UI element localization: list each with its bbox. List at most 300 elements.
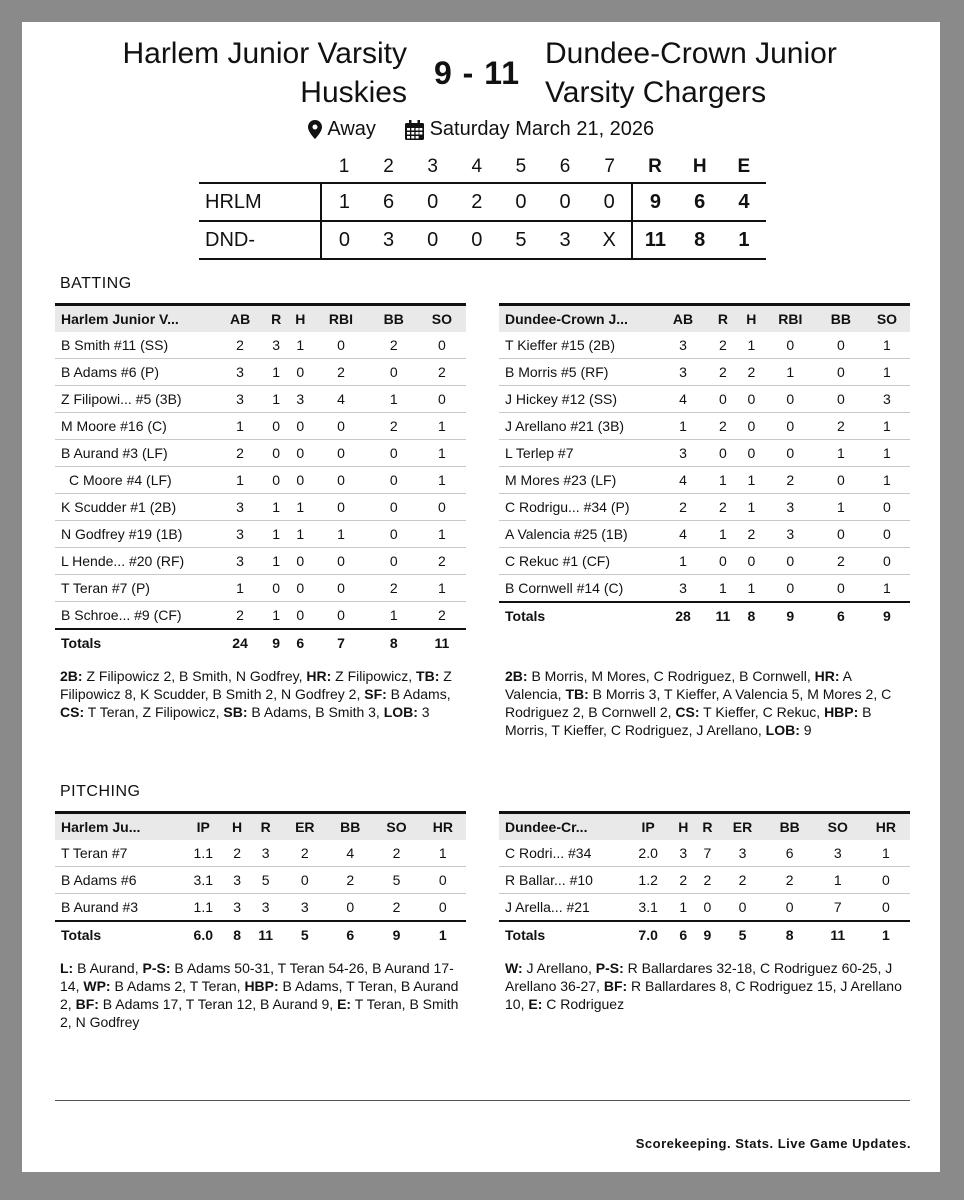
stat-value: 1 bbox=[216, 467, 264, 494]
player-name: T Teran #7 (P) bbox=[55, 575, 216, 602]
stat-value: 2 bbox=[818, 413, 864, 440]
stat-value: 0 bbox=[264, 575, 288, 602]
stat-value: 7 bbox=[814, 894, 862, 922]
note-value: B Adams 17, T Teran 12, B Aurand 9, bbox=[98, 996, 338, 1012]
stat-value: 0 bbox=[370, 467, 418, 494]
note-value: T Kieffer, C Rekuc, bbox=[699, 704, 825, 720]
stat-value: 3 bbox=[216, 386, 264, 413]
totals-label: Totals bbox=[55, 629, 216, 656]
player-name: L Terlep #7 bbox=[499, 440, 660, 467]
totals-value: 8 bbox=[766, 921, 814, 948]
stat-value: 3 bbox=[660, 440, 706, 467]
stat-value: 1 bbox=[660, 413, 706, 440]
home-batting-table bbox=[55, 303, 466, 656]
runs-total: 9 bbox=[632, 183, 677, 221]
stat-value: 0 bbox=[420, 867, 466, 894]
player-name: B Schroe... #9 (CF) bbox=[55, 602, 216, 630]
player-name: B Smith #11 (SS) bbox=[55, 332, 216, 359]
stat-value: 3 bbox=[249, 894, 283, 922]
stat-value: 3 bbox=[216, 521, 264, 548]
player-row bbox=[499, 575, 910, 603]
stat-value: 3 bbox=[814, 840, 862, 867]
hits-total: 8 bbox=[694, 228, 706, 251]
stat-value: 1 bbox=[418, 413, 466, 440]
stat-value: 2 bbox=[226, 840, 249, 867]
inning-score: 0 bbox=[321, 221, 366, 259]
inning-header: 7 bbox=[604, 156, 615, 177]
player-name: M Moore #16 (C) bbox=[55, 413, 216, 440]
stat-value: 0 bbox=[312, 494, 369, 521]
totals-value: 24 bbox=[216, 629, 264, 656]
stat-value: 3 bbox=[660, 359, 706, 386]
stat-value: 0 bbox=[288, 548, 312, 575]
stat-value: 0 bbox=[763, 548, 818, 575]
table-header-row bbox=[499, 305, 910, 333]
stat-column-header: H bbox=[232, 819, 243, 835]
totals-value: 6 bbox=[671, 921, 695, 948]
stat-value: 1 bbox=[864, 413, 910, 440]
totals-value: 8 bbox=[370, 629, 418, 656]
stat-value: 0 bbox=[312, 575, 369, 602]
totals-value: 8 bbox=[226, 921, 249, 948]
inning-header: 5 bbox=[515, 156, 527, 177]
stat-value: 0 bbox=[763, 386, 818, 413]
table-header-row bbox=[55, 813, 466, 841]
totals-value: 9 bbox=[373, 921, 419, 948]
stat-value: 1 bbox=[740, 467, 763, 494]
stat-value: 2 bbox=[706, 359, 740, 386]
pitching-section-title: PITCHING bbox=[60, 783, 141, 800]
player-row bbox=[55, 521, 466, 548]
stat-value: 0 bbox=[818, 575, 864, 603]
stat-value: 1 bbox=[706, 467, 740, 494]
stat-value: 1 bbox=[740, 575, 763, 603]
stat-value: 0 bbox=[288, 602, 312, 630]
player-row bbox=[499, 894, 910, 922]
inning-header: 3 bbox=[427, 156, 438, 177]
player-row bbox=[499, 332, 910, 359]
away-batting-notes bbox=[505, 667, 910, 739]
stat-value: 0 bbox=[288, 359, 312, 386]
stat-value: 0 bbox=[740, 548, 763, 575]
stat-value: 2 bbox=[706, 494, 740, 521]
note-value: 3 bbox=[417, 704, 430, 720]
stat-value: 3 bbox=[763, 521, 818, 548]
totals-value: 6.0 bbox=[181, 921, 226, 948]
stat-value: 2 bbox=[216, 602, 264, 630]
stat-value: 3 bbox=[671, 840, 695, 867]
player-row bbox=[55, 332, 466, 359]
stat-value: 3.1 bbox=[625, 894, 671, 922]
inning-score: 3 bbox=[559, 228, 571, 251]
stat-value: 0 bbox=[288, 413, 312, 440]
totals-value: 6 bbox=[818, 602, 864, 629]
player-row bbox=[499, 467, 910, 494]
stat-value: 1 bbox=[216, 575, 264, 602]
stat-value: 0 bbox=[862, 867, 910, 894]
player-name: J Arellano #21 (3B) bbox=[499, 413, 660, 440]
player-name: L Hende... #20 (RF) bbox=[55, 548, 216, 575]
note-value: B Adams 2, T Teran, bbox=[110, 978, 245, 994]
totals-value: 9 bbox=[264, 629, 288, 656]
location-text: Away bbox=[327, 118, 376, 141]
stat-value: 1 bbox=[740, 494, 763, 521]
player-row bbox=[55, 386, 466, 413]
stat-value: 3 bbox=[249, 840, 283, 867]
player-row bbox=[499, 386, 910, 413]
totals-value: 7.0 bbox=[625, 921, 671, 948]
player-name: B Adams #6 bbox=[55, 867, 181, 894]
team-column-header: Dundee-Cr... bbox=[505, 819, 588, 835]
note-value: T Teran, B Smith 2, N Godfrey bbox=[60, 996, 463, 1030]
stat-value: 0 bbox=[312, 467, 369, 494]
stat-column-header: ER bbox=[732, 819, 753, 835]
inning-score: 1 bbox=[321, 183, 366, 221]
stat-value: 0 bbox=[818, 521, 864, 548]
note-label: HR: bbox=[306, 668, 332, 684]
player-row bbox=[499, 521, 910, 548]
inning-score: 5 bbox=[515, 228, 527, 251]
stat-value: 0 bbox=[864, 521, 910, 548]
note-label: HBP: bbox=[824, 704, 859, 720]
totals-value: 1 bbox=[862, 921, 910, 948]
stat-column-header: RBI bbox=[778, 311, 803, 327]
stat-column-header: AB bbox=[672, 311, 694, 327]
totals-row bbox=[499, 921, 910, 948]
stat-value: 0 bbox=[763, 413, 818, 440]
footer-divider bbox=[55, 1100, 910, 1101]
stat-value: 1 bbox=[418, 521, 466, 548]
totals-value: 9 bbox=[695, 921, 719, 948]
stat-value: 0 bbox=[418, 332, 466, 359]
game-meta bbox=[22, 118, 940, 141]
stat-value: 0 bbox=[706, 440, 740, 467]
note-value: R Ballardares 8, C Rodriguez 15, J Arellano 10, bbox=[505, 978, 906, 1012]
player-name: K Scudder #1 (2B) bbox=[55, 494, 216, 521]
stat-value: 2 bbox=[283, 840, 328, 867]
inning-header: 6 bbox=[559, 156, 571, 177]
totals-row bbox=[55, 921, 466, 948]
stat-value: 1.2 bbox=[625, 867, 671, 894]
player-row bbox=[55, 867, 466, 894]
stat-value: 1 bbox=[264, 386, 288, 413]
stat-value: 2 bbox=[418, 548, 466, 575]
stat-value: 1 bbox=[288, 521, 312, 548]
away-team-name: Dundee-Crown Junior Varsity Chargers bbox=[545, 37, 837, 109]
stat-value: 0 bbox=[740, 413, 763, 440]
stat-value: 1 bbox=[264, 602, 288, 630]
stat-column-header: R bbox=[271, 311, 282, 327]
stat-value: 1 bbox=[706, 575, 740, 603]
away-pitching-notes bbox=[505, 959, 910, 1013]
stat-value: 3.1 bbox=[181, 867, 226, 894]
stat-value: 2 bbox=[216, 332, 264, 359]
stat-value: 3 bbox=[763, 494, 818, 521]
stat-value: 4 bbox=[327, 840, 373, 867]
stat-value: 4 bbox=[312, 386, 369, 413]
stat-value: 2 bbox=[370, 332, 418, 359]
linescore-team: HRLM bbox=[205, 190, 262, 213]
inning-score: 2 bbox=[471, 190, 483, 213]
stat-value: 1.1 bbox=[181, 894, 226, 922]
player-name: M Mores #23 (LF) bbox=[499, 467, 660, 494]
note-label: TB: bbox=[416, 668, 440, 684]
stat-value: 1 bbox=[264, 521, 288, 548]
stat-value: 0 bbox=[818, 332, 864, 359]
note-value: B Morris 3, T Kieffer, A Valencia 5, M Mores 2, C Rodriguez 2, B Cornwell 2, bbox=[505, 686, 896, 720]
stat-value: 2 bbox=[312, 359, 369, 386]
inning-score: 0 bbox=[559, 190, 571, 213]
player-name: C Moore #4 (LF) bbox=[55, 467, 216, 494]
stat-value: 2 bbox=[216, 440, 264, 467]
stat-value: 2 bbox=[671, 867, 695, 894]
final-score: 9 - 11 bbox=[433, 55, 521, 91]
player-row bbox=[55, 494, 466, 521]
runs-total: 11 bbox=[632, 221, 677, 259]
note-label: HR: bbox=[814, 668, 840, 684]
stat-value: 2 bbox=[706, 413, 740, 440]
stat-value: 0 bbox=[370, 494, 418, 521]
stat-value: 3 bbox=[226, 867, 249, 894]
stat-value: 0 bbox=[370, 440, 418, 467]
stat-value: 0 bbox=[312, 602, 369, 630]
stat-column-header: HR bbox=[875, 819, 897, 835]
player-name: J Hickey #12 (SS) bbox=[499, 386, 660, 413]
stat-value: 4 bbox=[660, 386, 706, 413]
note-label: BF: bbox=[75, 996, 99, 1012]
stat-column-header: R bbox=[717, 311, 728, 327]
player-row bbox=[55, 440, 466, 467]
player-row bbox=[499, 494, 910, 521]
stat-value: 1 bbox=[818, 440, 864, 467]
stat-value: 0 bbox=[264, 467, 288, 494]
stat-value: 0 bbox=[312, 548, 369, 575]
totals-value: 6 bbox=[288, 629, 312, 656]
player-name: T Teran #7 bbox=[55, 840, 181, 867]
stat-value: 4 bbox=[660, 521, 706, 548]
errors-total: 4 bbox=[738, 190, 750, 213]
note-label: E: bbox=[337, 996, 352, 1012]
totals-value: 11 bbox=[814, 921, 862, 948]
stat-value: 3 bbox=[216, 359, 264, 386]
stat-value: 1 bbox=[814, 867, 862, 894]
box-score-sheet bbox=[22, 22, 940, 1172]
note-label: 2B: bbox=[60, 668, 83, 684]
totals-label: Totals bbox=[499, 602, 660, 629]
stat-value: 0 bbox=[288, 440, 312, 467]
note-value: B Morris, M Mores, C Rodriguez, B Cornwell, bbox=[527, 668, 815, 684]
stat-value: 0 bbox=[264, 440, 288, 467]
errors-header: E bbox=[737, 156, 751, 177]
player-name: C Rekuc #1 (CF) bbox=[499, 548, 660, 575]
inning-score: 0 bbox=[471, 228, 483, 251]
away-batting-table bbox=[499, 303, 910, 629]
stat-value: 1 bbox=[862, 840, 910, 867]
note-value: C Rodriguez bbox=[542, 996, 625, 1012]
note-value: B Adams, B Smith 3, bbox=[247, 704, 384, 720]
note-label: 2B: bbox=[505, 668, 528, 684]
stat-value: 2 bbox=[370, 575, 418, 602]
totals-row bbox=[499, 602, 910, 629]
totals-value: 8 bbox=[740, 602, 763, 629]
player-row bbox=[55, 413, 466, 440]
stat-value: 2 bbox=[740, 521, 763, 548]
player-name: B Cornwell #14 (C) bbox=[499, 575, 660, 603]
inning-score: 3 bbox=[383, 228, 395, 251]
stat-value: 1 bbox=[264, 359, 288, 386]
stat-value: 3 bbox=[264, 332, 288, 359]
location-pin-icon bbox=[308, 120, 322, 139]
stat-value: 3 bbox=[864, 386, 910, 413]
home-team-name: Harlem Junior Varsity Huskies bbox=[122, 37, 407, 109]
note-value: Z Filipowicz 2, B Smith, N Godfrey, bbox=[82, 668, 307, 684]
player-name: J Arella... #21 bbox=[499, 894, 625, 922]
stat-value: 1 bbox=[864, 467, 910, 494]
stat-value: 0 bbox=[312, 332, 369, 359]
player-row bbox=[499, 413, 910, 440]
player-row bbox=[499, 359, 910, 386]
stat-column-header: ER bbox=[295, 819, 315, 835]
stat-value: 1 bbox=[818, 494, 864, 521]
stat-value: 3 bbox=[719, 840, 765, 867]
stat-value: 0 bbox=[763, 332, 818, 359]
player-row bbox=[55, 575, 466, 602]
inning-header: 2 bbox=[383, 156, 394, 177]
stat-value: 3 bbox=[283, 894, 328, 922]
player-row bbox=[499, 440, 910, 467]
player-name: B Aurand #3 bbox=[55, 894, 181, 922]
note-value: J Arellano, bbox=[522, 960, 596, 976]
stat-value: 0 bbox=[420, 894, 466, 922]
note-value: Z Filipowicz, bbox=[331, 668, 417, 684]
player-name: B Morris #5 (RF) bbox=[499, 359, 660, 386]
team-column-header: Harlem Junior V... bbox=[61, 311, 179, 327]
stat-value: 0 bbox=[418, 386, 466, 413]
stat-value: 0 bbox=[740, 440, 763, 467]
stat-value: 2 bbox=[818, 548, 864, 575]
team-column-header: Harlem Ju... bbox=[61, 819, 141, 835]
stat-value: 0 bbox=[418, 494, 466, 521]
note-label: WP: bbox=[83, 978, 111, 994]
note-value: Z Filipowicz 8, K Scudder, B Smith 2, N Godfrey 2, bbox=[60, 668, 456, 702]
inning-score: X bbox=[602, 228, 616, 251]
game-date: Saturday March 21, 2026 bbox=[429, 118, 655, 141]
stat-value: 0 bbox=[818, 386, 864, 413]
footer-tagline: Scorekeeping. Stats. Live Game Updates. bbox=[635, 1136, 911, 1151]
inning-score: 0 bbox=[427, 190, 439, 213]
stat-value: 2 bbox=[370, 413, 418, 440]
stat-value: 1 bbox=[418, 440, 466, 467]
player-row bbox=[55, 467, 466, 494]
player-name: T Kieffer #15 (2B) bbox=[499, 332, 660, 359]
note-label: HBP: bbox=[244, 978, 279, 994]
note-label: BF: bbox=[603, 978, 628, 994]
stat-value: 0 bbox=[288, 467, 312, 494]
totals-value: 11 bbox=[706, 602, 740, 629]
inning-score: 0 bbox=[515, 190, 527, 213]
home-pitching-table bbox=[55, 811, 466, 948]
note-label: CS: bbox=[675, 704, 700, 720]
player-name: B Aurand #3 (LF) bbox=[55, 440, 216, 467]
stat-value: 2 bbox=[719, 867, 765, 894]
note-label: CS: bbox=[60, 704, 85, 720]
stat-value: 1 bbox=[264, 494, 288, 521]
note-value: A Valencia, bbox=[505, 668, 856, 702]
player-name: N Godfrey #19 (1B) bbox=[55, 521, 216, 548]
stat-value: 0 bbox=[706, 386, 740, 413]
stat-value: 1 bbox=[864, 575, 910, 603]
note-label: P-S: bbox=[142, 960, 171, 976]
stat-column-header: H bbox=[746, 311, 757, 327]
player-row bbox=[55, 894, 466, 922]
stat-value: 5 bbox=[249, 867, 283, 894]
stat-value: 3 bbox=[660, 575, 706, 603]
inning-score: 0 bbox=[427, 228, 439, 251]
stat-value: 1 bbox=[312, 521, 369, 548]
stat-column-header: SO bbox=[827, 819, 848, 835]
stat-value: 0 bbox=[706, 548, 740, 575]
stat-value: 0 bbox=[864, 494, 910, 521]
stat-value: 1 bbox=[288, 494, 312, 521]
stat-column-header: SO bbox=[431, 311, 453, 327]
stat-value: 1 bbox=[264, 548, 288, 575]
stat-value: 0 bbox=[312, 413, 369, 440]
stat-value: 0 bbox=[283, 867, 328, 894]
totals-value: 11 bbox=[418, 629, 466, 656]
stat-value: 3 bbox=[288, 386, 312, 413]
note-value: B Morris, T Kieffer, C Rodriguez, J Arellano, bbox=[505, 704, 876, 738]
stat-value: 1 bbox=[370, 386, 418, 413]
note-value: 9 bbox=[799, 722, 812, 738]
stat-column-header: BB bbox=[383, 311, 404, 327]
stat-value: 1 bbox=[660, 548, 706, 575]
stat-value: 2 bbox=[418, 359, 466, 386]
stat-value: 1 bbox=[864, 359, 910, 386]
note-value: B Aurand, bbox=[73, 960, 143, 976]
stat-value: 2.0 bbox=[625, 840, 671, 867]
stat-value: 2 bbox=[766, 867, 814, 894]
batting-section-title: BATTING bbox=[60, 275, 132, 292]
stat-value: 0 bbox=[818, 359, 864, 386]
errors-total: 1 bbox=[738, 228, 750, 251]
stat-value: 0 bbox=[862, 894, 910, 922]
stat-column-header: SO bbox=[876, 311, 898, 327]
stat-column-header: H bbox=[295, 311, 306, 327]
stat-column-header: BB bbox=[779, 819, 800, 835]
note-value: R Ballardares 32-18, C Rodriguez 60-25, J Arellano 36-27, bbox=[505, 960, 896, 994]
stat-value: 0 bbox=[763, 575, 818, 603]
player-name: C Rodri... #34 bbox=[499, 840, 625, 867]
note-label: P-S: bbox=[595, 960, 624, 976]
stat-value: 0 bbox=[288, 575, 312, 602]
totals-label: Totals bbox=[55, 921, 181, 948]
table-header-row bbox=[499, 813, 910, 841]
stat-value: 2 bbox=[763, 467, 818, 494]
player-name: A Valencia #25 (1B) bbox=[499, 521, 660, 548]
stat-value: 6 bbox=[766, 840, 814, 867]
calendar-icon bbox=[405, 120, 424, 140]
inning-header: 1 bbox=[338, 156, 350, 177]
stat-value: 0 bbox=[766, 894, 814, 922]
stat-value: 2 bbox=[327, 867, 373, 894]
player-row bbox=[499, 840, 910, 867]
stat-value: 2 bbox=[660, 494, 706, 521]
stat-value: 1.1 bbox=[181, 840, 226, 867]
stat-value: 0 bbox=[264, 413, 288, 440]
note-label: TB: bbox=[565, 686, 589, 702]
note-value: B Adams, bbox=[386, 686, 455, 702]
hits-header: H bbox=[692, 156, 707, 177]
